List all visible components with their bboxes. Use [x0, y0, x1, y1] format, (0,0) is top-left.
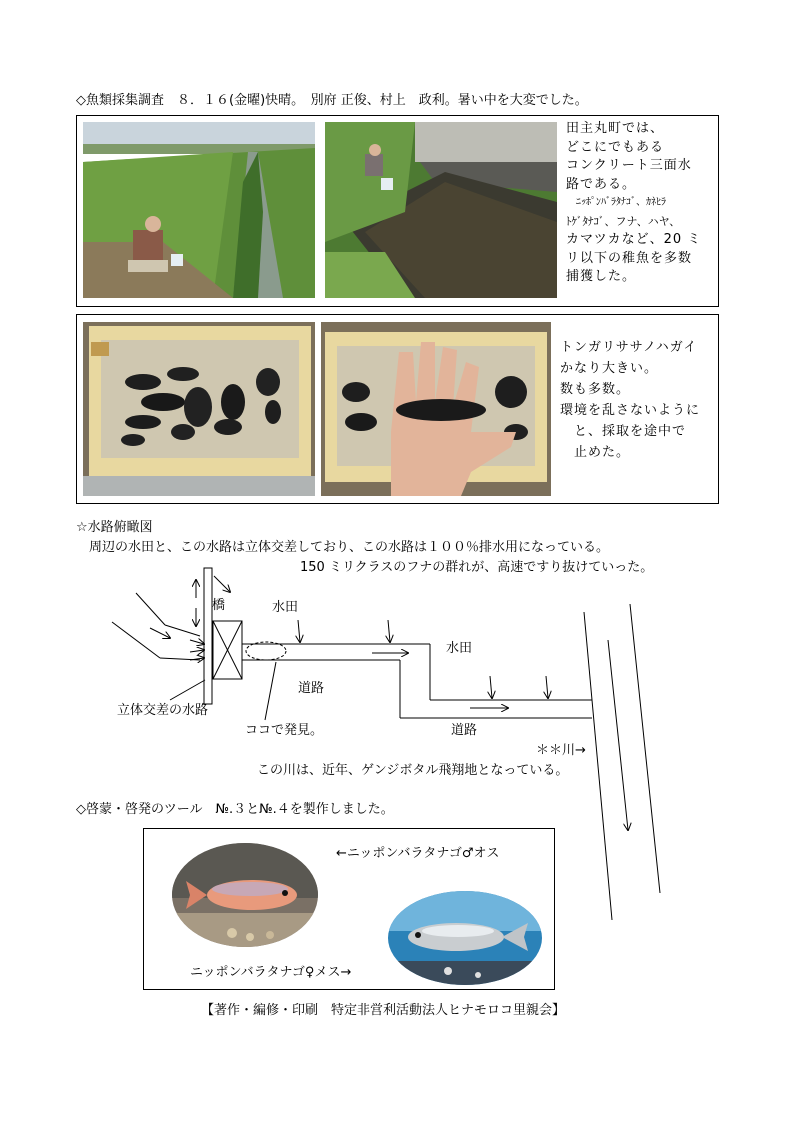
text-line: コンクリート三面水 [566, 158, 692, 173]
tools-box [143, 828, 555, 990]
label-crossing-channel: 立体交差の水路 [117, 703, 209, 718]
survey-header: ◇魚類採集調査 ８．１６(金曜)快晴。 別府 正俊、村上 政利。暑い中を大変でした。 [76, 93, 588, 108]
footer-credit: 【著作・編修・印刷 特定非営利活動法人ヒナモロコ里親会】 [201, 1003, 566, 1018]
text-line: 路である。 [566, 176, 637, 192]
label-paddy-2: 水田 [446, 641, 473, 656]
text-line: トンガリササノハガイ [560, 340, 698, 355]
tools-heading: ◇啓蒙・啓発のツール №.３と№.４を製作しました。 [76, 802, 394, 817]
found-spot-marker [246, 642, 286, 660]
female-fish-photo [388, 891, 542, 985]
text-line: 田主丸町では、 [566, 121, 665, 136]
label-paddy-1: 水田 [272, 600, 299, 615]
diagram-line-1: 周辺の水田と、この水路は立体交差しており、この水路は１００％排水用になっている。 [76, 540, 610, 555]
diagram-line-2: 150 ミリクラスのフナの群れが、高速ですり抜けていった。 [300, 560, 654, 575]
label-road-2: 道路 [451, 723, 478, 738]
text-line: 数も多数。 [560, 382, 631, 397]
text-line: と、採取を途中で [560, 424, 687, 439]
label-river-note: この川は、近年、ゲンジボタル飛翔地となっている。 [257, 763, 569, 778]
text-line: 捕獲した。 [566, 269, 637, 284]
text-line: 環境を乱さないように [560, 403, 701, 418]
text-line: かなり大きい。 [560, 361, 659, 376]
label-road-1: 道路 [298, 681, 325, 696]
diagram-heading: ☆水路俯瞰図 [76, 520, 153, 535]
text-line: どこにでもある [566, 139, 665, 155]
male-fish-label: ←ニッポンバラタナゴ♂オス [336, 846, 500, 861]
label-river: ＊＊川→ [536, 743, 586, 758]
crossing-channel [204, 568, 212, 704]
label-found-here: ココで発見。 [245, 723, 324, 738]
female-fish-label: ニッポンバラタナゴ♀メス→ [190, 965, 352, 980]
text-line: リ以下の稚魚を多数 [566, 250, 693, 266]
text-line: 止めた。 [560, 445, 631, 460]
text-line: カマツカなど、20 ミ [566, 232, 702, 247]
river-bank-right [630, 604, 660, 893]
river-bank-left [584, 612, 612, 920]
text-line: ﾆｯﾎﾟﾝﾊﾞﾗﾀﾅｺﾞ、ｶﾈﾋﾗ [566, 197, 666, 208]
text-line: ﾄｹﾞﾀﾅｺﾞ、フナ、ハヤ、 [566, 214, 681, 228]
male-fish-photo [172, 843, 318, 947]
label-bridge: 橋 [212, 598, 226, 613]
